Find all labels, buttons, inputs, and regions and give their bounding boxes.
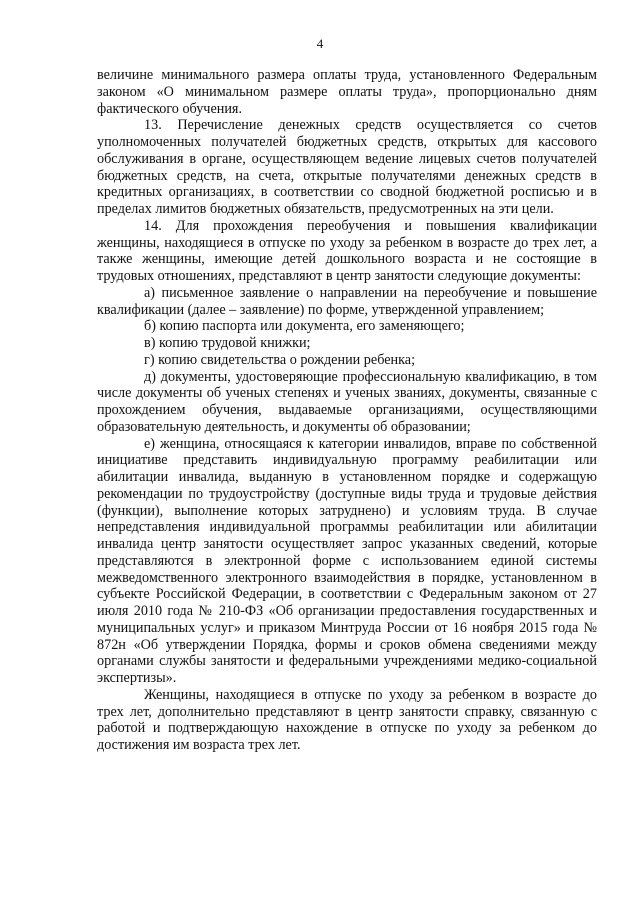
list-item-e: е) женщина, относящаяся к категории инвалидов, вправе по собственной инициативе представить индивидуальную программу реабилитации или абилитации инвалида, выданную в установленном порядке и содержащую рекомендации по трудоустройству (доступные виды труда и трудовые действия (функции), выполнение которых затруднено) и условиям труда. В случае непредставления индивидуальной программы реабилитации или абилитации инвалида центр занятости осуществляет запрос указанных сведений, которые представляются в электронной форме с использованием единой системы межведомственного электронного взаимодействия в порядке, установленном в субъекте Российской Федерации, в соответствии с Федеральным законом от 27 июля 2010 года № 210-ФЗ «Об организации предоставления государственных и муниципальных услуг» и приказом Минтруда России от 16 ноября 2015 года № 872н «Об утверждении Порядка, формы и сроков обмена сведениями между органами службы занятости и федеральными учреждениями медико-социальной экспертизы». (97, 435, 597, 686)
page-number: 4 (316, 36, 324, 51)
paragraph-14: 14. Для прохождения переобучения и повышения квалификации женщины, находящиеся в отпуске по уходу за ребенком в возрасте до трех лет, а также женщины, имеющие детей дошкольного возраста и не состоящие в трудовых отношениях, представляют в центр занятости следующие документы: (97, 217, 597, 284)
paragraph-13: 13. Перечисление денежных средств осуществляется со счетов уполномоченных получателей бюджетных средств, открытых для кассового обслуживания в органе, осуществляющем ведение лицевых счетов получателей бюджетных средств, на счета, открытые получателями денежных средств в кредитных организациях, в соответствии со сводной бюджетной росписью и в пределах лимитов бюджетных обязательств, предусмотренных на эти цели. (97, 117, 597, 217)
list-item-g: г) копию свидетельства о рождении ребенка; (144, 351, 416, 368)
list-item-v: в) копию трудовой книжки; (144, 335, 311, 351)
list-item-a: а) письменное заявление о направлении на переобучение и повышение квалификации (далее – заявление) по форме, утвержденной управлением; (97, 284, 597, 318)
paragraph-continuation: величине минимального размера оплаты труда, установленного Федеральным законом «О минимальном размере оплаты труда», пропорционально дням фактического обучения. (97, 67, 597, 117)
list-item-b: б) копию паспорта или документа, его заменяющего; (144, 318, 465, 335)
paragraph-certificate: Женщины, находящиеся в отпуске по уходу за ребенком в возрасте до трех лет, дополнительно представляют в центр занятости справку, связанную с работой и подтверждающую нахождение в отпуске по уходу за ребенком до достижения им возраста трех лет. (97, 686, 597, 753)
list-item-d: д) документы, удостоверяющие профессиональную квалификацию, в том числе документы об ученых степенях и ученых званиях, документы, связанные с прохождением обучения, выдаваемые организациями, осуществляющими образовательную деятельность, и документы об образовании; (97, 368, 597, 435)
document-body (97, 67, 597, 754)
